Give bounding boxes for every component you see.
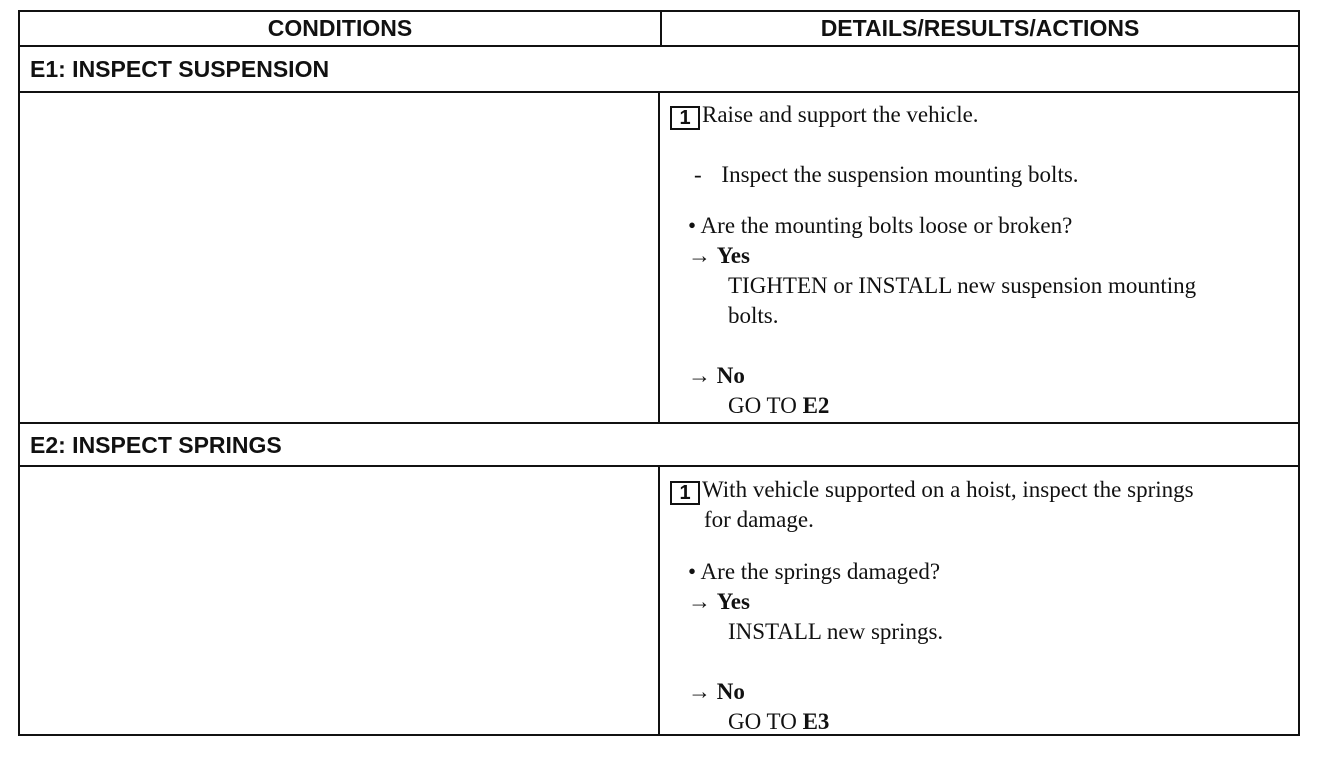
conditions-header: CONDITIONS xyxy=(267,15,413,41)
e2-yes-arrow: → xyxy=(688,589,711,614)
e2-column-divider xyxy=(658,467,660,736)
e1-goto-text: GO TO xyxy=(728,393,797,418)
header-divider xyxy=(660,12,662,47)
e2-goto-target[interactable]: E3 xyxy=(802,709,830,734)
e2-yes-action: INSTALL new springs. xyxy=(728,619,944,644)
e2-yes-label: Yes xyxy=(716,589,750,614)
e2-step-number: 1 xyxy=(670,481,700,505)
e2-yes xyxy=(670,587,1290,617)
e1-substep-text: Inspect the suspension mounting bolts. xyxy=(721,162,1079,187)
section-title-e2 xyxy=(20,424,1298,467)
e2-details xyxy=(670,473,1290,733)
e1-dash: - xyxy=(694,162,702,187)
e2-goto-text: GO TO xyxy=(728,709,797,734)
table-header xyxy=(20,12,1298,47)
e1-title: E1: INSPECT SUSPENSION xyxy=(30,56,330,82)
e2-no xyxy=(670,677,1290,707)
e1-yes-action-line2: bolts. xyxy=(728,303,779,328)
details-header: DETAILS/RESULTS/ACTIONS xyxy=(820,15,1140,41)
e1-no-action xyxy=(670,391,1290,421)
e2-title: E2: INSPECT SPRINGS xyxy=(30,432,282,458)
e2-no-label: No xyxy=(716,679,745,704)
e1-goto-target[interactable]: E2 xyxy=(802,393,830,418)
e1-yes-label: Yes xyxy=(716,243,750,268)
e1-no-arrow: → xyxy=(688,363,711,388)
e1-column-divider xyxy=(658,93,660,422)
e1-no-label: No xyxy=(716,363,745,388)
e2-step-text-line2: for damage. xyxy=(704,507,814,532)
e2-step xyxy=(670,475,1290,505)
e1-step xyxy=(670,100,1290,130)
e2-question xyxy=(670,557,1290,587)
e2-step-text-line1: With vehicle supported on a hoist, inspect the springs xyxy=(702,477,1194,502)
e1-question-text: Are the mounting bolts loose or broken? xyxy=(700,213,1073,238)
diagnostic-table xyxy=(18,10,1300,736)
e2-no-action xyxy=(670,707,1290,737)
e2-question-text: Are the springs damaged? xyxy=(700,559,941,584)
e1-substep xyxy=(670,160,1290,190)
section-title-e1 xyxy=(20,47,1298,93)
e1-bullet: • xyxy=(688,213,697,238)
e1-step-number: 1 xyxy=(670,106,700,130)
e1-details xyxy=(670,98,1290,418)
e2-no-arrow: → xyxy=(688,679,711,704)
e1-question xyxy=(670,211,1290,241)
e1-yes-arrow: → xyxy=(688,243,711,268)
e2-bullet: • xyxy=(688,559,697,584)
e1-step-text: Raise and support the vehicle. xyxy=(702,102,979,127)
e1-no xyxy=(670,361,1290,391)
e1-yes-action-line1: TIGHTEN or INSTALL new suspension mounting xyxy=(728,273,1197,298)
e1-yes xyxy=(670,241,1290,271)
